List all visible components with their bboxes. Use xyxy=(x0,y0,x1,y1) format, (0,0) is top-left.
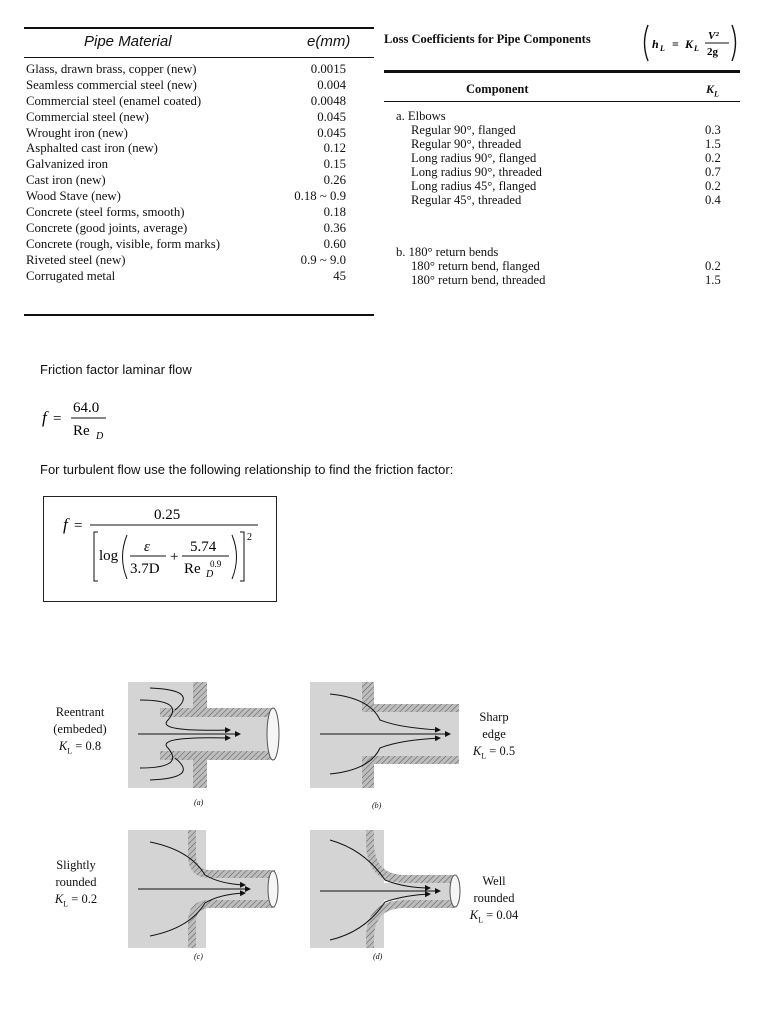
pipe-material-name: Glass, drawn brass, copper (new) xyxy=(26,62,197,76)
formula-k: K xyxy=(685,37,694,51)
pipe-row xyxy=(24,237,374,253)
pipe-material-name: Seamless commercial steel (new) xyxy=(26,77,197,92)
pipe-roughness-value: 45 xyxy=(333,268,346,283)
caption-a: (a) xyxy=(194,798,204,807)
header-roughness: e(mm) xyxy=(307,33,351,50)
group-label-elbows: a. Elbows xyxy=(396,109,446,123)
pipe-roughness-value: 0.0015 xyxy=(310,62,346,76)
pipe-roughness-value: 0.0048 xyxy=(310,93,346,108)
component-row: 180° return bend, flanged xyxy=(411,259,540,273)
right-paren xyxy=(232,535,237,579)
loss-formula xyxy=(640,22,740,64)
component-row: Regular 90°, flanged xyxy=(411,123,516,137)
pipe-row xyxy=(24,157,374,173)
pipe-row xyxy=(24,62,374,78)
turb-log: log xyxy=(99,548,119,564)
label-line: edge xyxy=(482,727,506,741)
pipe-row xyxy=(24,173,374,189)
formula-h: h xyxy=(652,37,659,51)
pipe-end xyxy=(450,875,460,907)
pipe-material-name: Wrought iron (new) xyxy=(26,125,128,140)
header-pipe-material: Pipe Material xyxy=(84,33,172,50)
label-sharp-edge xyxy=(462,709,526,765)
k-value: 0.7 xyxy=(705,165,721,179)
pipe-roughness-value: 0.045 xyxy=(317,109,346,124)
pipe-row xyxy=(24,126,374,142)
k-label: $K_L = 0.2$ xyxy=(54,892,98,909)
turbulent-heading: For turbulent flow use the following relationship to find the friction factor: xyxy=(40,462,454,477)
left-paren xyxy=(123,535,128,579)
left-bracket xyxy=(94,532,98,581)
k-value: 0.2 xyxy=(705,259,721,273)
pipe-end xyxy=(267,708,279,760)
pipe-material-name: Asphalted cast iron (new) xyxy=(26,141,158,156)
laminar-f: f xyxy=(42,408,47,427)
pipe-roughness-value: 0.9 ~ 9.0 xyxy=(300,252,346,267)
wall-top xyxy=(362,682,374,712)
pipe-roughness-value: 0.60 xyxy=(323,236,346,251)
pipe-row xyxy=(24,253,374,269)
left-paren xyxy=(645,25,649,61)
right-paren xyxy=(732,25,736,61)
formula-eq: = xyxy=(672,37,679,51)
turb-eps: ε xyxy=(144,539,150,555)
pipe-roughness-value: 0.18 xyxy=(323,205,346,220)
k-value: 0.2 xyxy=(705,179,721,193)
k-value: 0.3 xyxy=(705,123,721,137)
component-row: Long radius 90°, threaded xyxy=(411,165,542,179)
turb-numerator: 0.25 xyxy=(154,507,181,523)
table-header-rule xyxy=(24,57,374,58)
laminar-eq: = xyxy=(53,411,62,427)
pipe-rows xyxy=(24,62,374,284)
pipe-roughness-value: 0.36 xyxy=(323,220,346,235)
pipe-material-name: Concrete (good joints, average) xyxy=(26,220,188,235)
component-row: Regular 90°, threaded xyxy=(411,137,522,151)
laminar-heading: Friction factor laminar flow xyxy=(40,362,192,377)
pipe-material-name: Commercial steel (enamel coated) xyxy=(26,93,202,108)
k-value: 0.4 xyxy=(705,193,721,207)
loss-table-title: Loss Coefficients for Pipe Components xyxy=(384,32,591,46)
pipe-roughness-value: 0.045 xyxy=(317,125,346,140)
loss-table-top-rule xyxy=(384,70,740,73)
k-value: 0.2 xyxy=(705,151,721,165)
pipe-material-name: Cast iron (new) xyxy=(26,173,106,188)
header-k xyxy=(706,82,719,98)
label-line: Slightly xyxy=(56,858,96,872)
formula-num: V² xyxy=(708,30,719,42)
k-value: 1.5 xyxy=(705,137,721,151)
label-line: Sharp xyxy=(479,710,509,724)
pipe-row xyxy=(24,269,374,285)
figure-well-rounded xyxy=(310,830,460,948)
component-row: 180° return bend, threaded xyxy=(411,273,546,287)
header-component: Component xyxy=(466,82,529,96)
group-label-return-bends: b. 180° return bends xyxy=(396,245,499,259)
table-top-rule xyxy=(24,27,374,29)
pipe-roughness-value: 0.12 xyxy=(323,141,346,156)
laminar-numerator: 64.0 xyxy=(73,400,100,416)
k-label: $K_L = 0.04$ xyxy=(469,908,519,925)
loss-table-header-rule xyxy=(384,101,740,102)
pipe-end xyxy=(268,871,278,907)
laminar-den-sub: D xyxy=(96,431,104,442)
pipe-row xyxy=(24,78,374,94)
label-line: (embeded) xyxy=(53,722,107,736)
turb-outer-exp: 2 xyxy=(247,532,252,543)
pipe-wall-top xyxy=(374,704,459,712)
entrance-figures xyxy=(0,670,757,970)
turb-plus: + xyxy=(170,549,179,565)
pipe-row xyxy=(24,221,374,237)
pipe-row xyxy=(24,141,374,157)
caption-b: (b) xyxy=(372,801,382,810)
pipe-roughness-value: 0.26 xyxy=(323,173,346,188)
label-line: rounded xyxy=(473,891,515,905)
formula-h-sub: L xyxy=(660,44,665,53)
turb-f: f xyxy=(63,515,68,534)
pipe-material-name: Galvanized iron xyxy=(26,157,109,172)
label-line: Well xyxy=(482,874,506,888)
label-slightly-rounded xyxy=(44,857,108,913)
label-well-rounded xyxy=(462,873,526,929)
turb-eps-den: 3.7D xyxy=(130,561,160,577)
figure-slightly-rounded xyxy=(128,830,278,948)
caption-d: (d) xyxy=(373,952,383,961)
pipe-wall-bottom xyxy=(374,756,459,764)
pipe-material-name: Concrete (rough, visible, form marks) xyxy=(26,236,221,251)
component-row: Regular 45°, threaded xyxy=(411,193,522,207)
pipe-wall-bottom xyxy=(160,751,275,760)
turb-re-sub: D xyxy=(206,569,214,580)
figure-reentrant xyxy=(128,682,279,788)
pipe-row xyxy=(24,205,374,221)
right-bracket xyxy=(240,532,244,581)
label-line: Reentrant xyxy=(55,705,105,719)
turb-num2: 5.74 xyxy=(190,539,217,555)
label-reentrant xyxy=(48,704,112,760)
pipe-row xyxy=(24,110,374,126)
pipe-wall-top xyxy=(160,708,275,717)
k-value: 1.5 xyxy=(705,273,721,287)
pipe-roughness-value: 0.18 ~ 0.9 xyxy=(294,189,346,204)
label-line: rounded xyxy=(55,875,97,889)
pipe-material-name: Wood Stave (new) xyxy=(26,189,121,204)
formula-den: 2g xyxy=(707,46,718,58)
header-k-letter: K xyxy=(706,82,715,96)
pipe-row xyxy=(24,94,374,110)
figure-sharp-edge xyxy=(310,682,459,788)
k-label: $K_L = 0.8$ xyxy=(58,739,102,756)
turb-re: Re xyxy=(184,561,201,577)
pipe-material-name: Corrugated metal xyxy=(26,268,116,283)
formula-k-sub: L xyxy=(694,44,699,53)
k-label: $K_L = 0.5$ xyxy=(472,744,516,761)
turb-re-exp: 0.9 xyxy=(210,559,222,569)
caption-c: (c) xyxy=(194,952,203,961)
laminar-formula xyxy=(40,393,130,445)
pipe-row xyxy=(24,189,374,205)
pipe-material-name: Concrete (steel forms, smooth) xyxy=(26,205,185,220)
pipe-roughness-value: 0.004 xyxy=(317,77,346,92)
pipe-roughness-value: 0.15 xyxy=(323,157,346,172)
component-row: Long radius 45°, flanged xyxy=(411,179,537,193)
component-row: Long radius 90°, flanged xyxy=(411,151,537,165)
laminar-denominator: Re xyxy=(73,423,90,439)
pipe-material-name: Commercial steel (new) xyxy=(26,109,149,124)
wall-bottom xyxy=(362,756,374,788)
turbulent-formula xyxy=(44,497,276,601)
pipe-material-name: Riveted steel (new) xyxy=(26,252,126,267)
header-k-sub: L xyxy=(714,89,719,99)
table-bottom-rule xyxy=(24,314,374,316)
turb-eq: = xyxy=(74,518,83,534)
turbulent-formula-box xyxy=(43,496,277,602)
